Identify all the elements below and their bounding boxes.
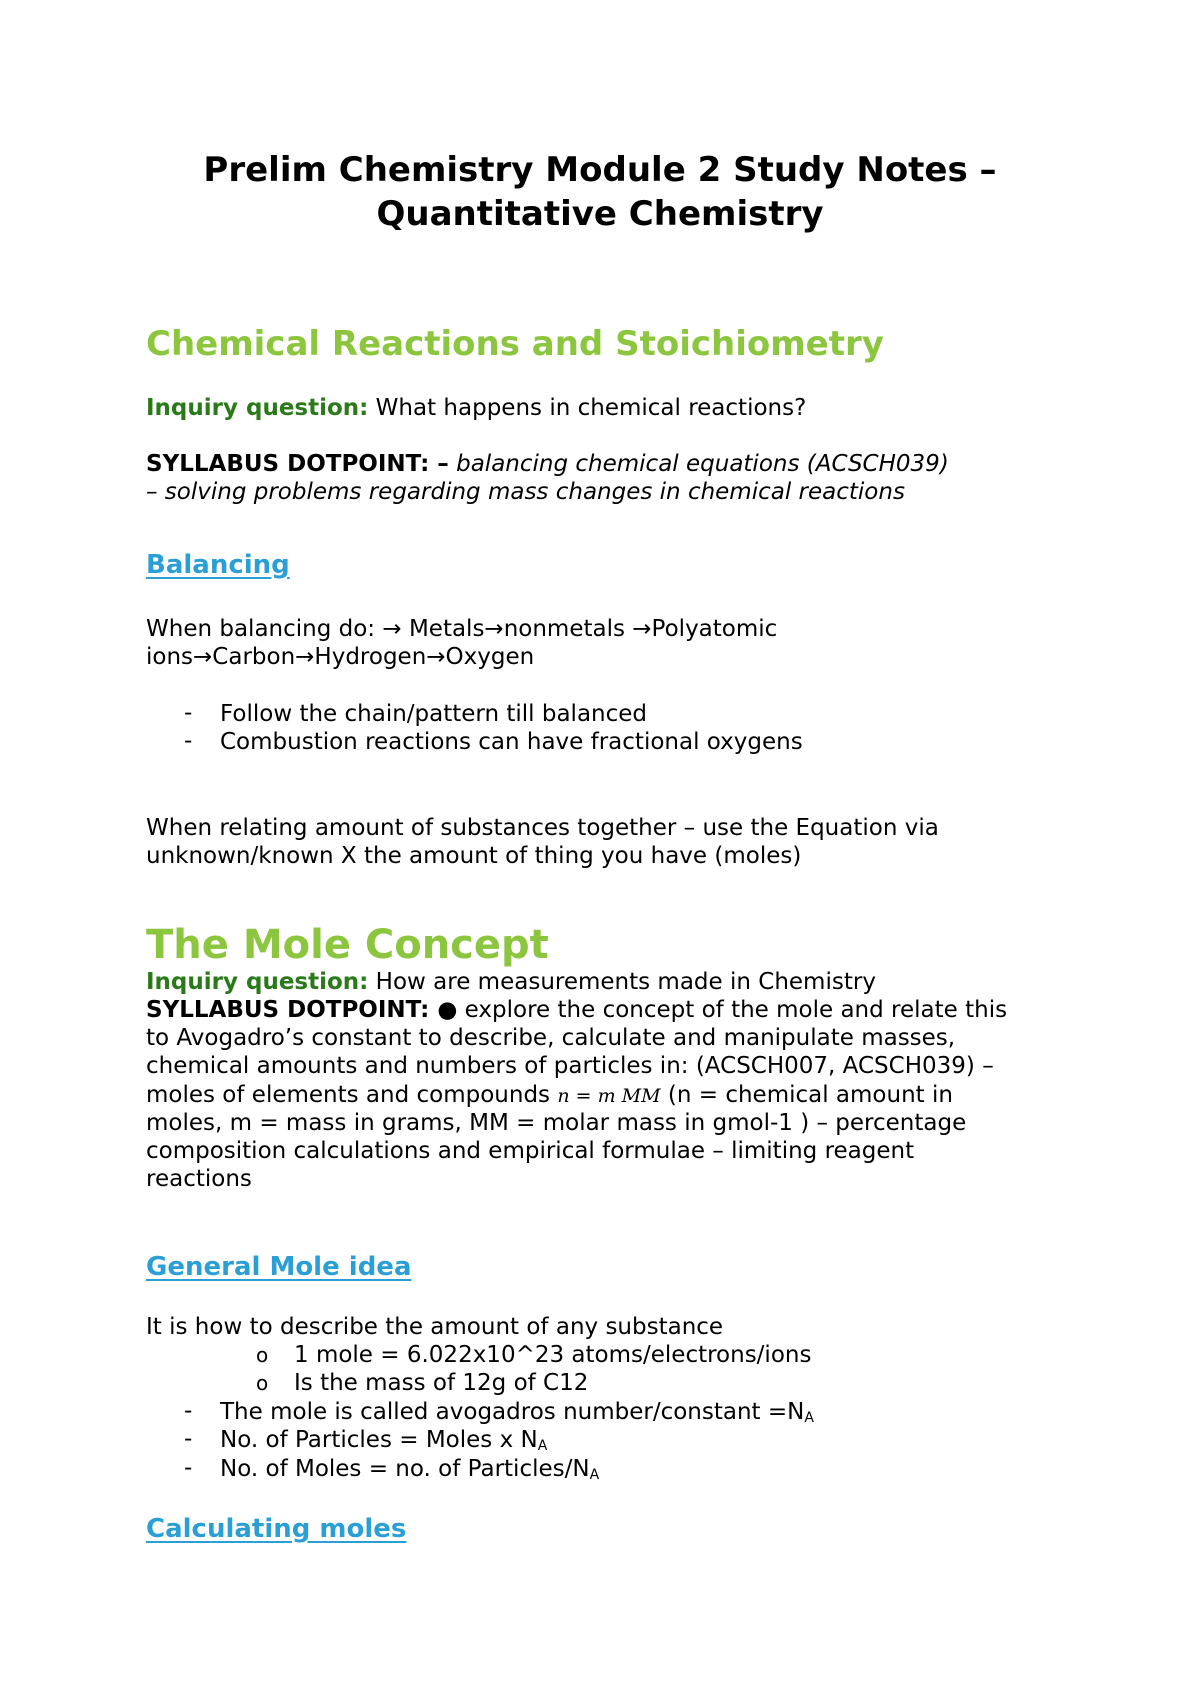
subscript: A <box>537 1438 548 1454</box>
list-item <box>220 1455 599 1489</box>
bullet-dash: - <box>184 1455 193 1481</box>
list-item-text: The mole is called avogadros number/constant =N <box>220 1399 805 1425</box>
list-item: Is the mass of 12g of C12 <box>294 1370 589 1396</box>
syllabus-dotpoint <box>146 450 949 478</box>
syllabus-text-line-4 <box>146 1081 953 1110</box>
syllabus-text-line-3: chemical amounts and numbers of particles in: (ACSCH007, ACSCH039) – <box>146 1053 994 1079</box>
syllabus-text-line-6: composition calculations and empirical formulae – limiting reagent <box>146 1138 915 1164</box>
balancing-order-line-1: When balancing do: → Metals→nonmetals →Polyatomic <box>146 616 778 642</box>
syllabus-text: explore the concept of the mole and relate this <box>457 997 1008 1023</box>
bullet-circle: o <box>256 1371 269 1395</box>
subheading-general-mole-idea: General Mole idea <box>146 1252 412 1282</box>
section-heading-mole-concept: The Mole Concept <box>146 922 549 968</box>
syllabus-dotpoint <box>146 996 1007 1024</box>
list-item-text: No. of Particles = Moles x N <box>220 1427 538 1453</box>
section-heading-chemical-reactions: Chemical Reactions and Stoichiometry <box>146 324 884 364</box>
inquiry-text: How are measurements made in Chemistry <box>368 969 876 995</box>
bullet-dash: - <box>184 728 193 754</box>
mole-formula: n = m MM <box>557 1085 661 1107</box>
page-title-line-2: Quantitative Chemistry <box>376 194 824 234</box>
syllabus-text-line-2: to Avogadro’s constant to describe, calculate and manipulate masses, <box>146 1025 956 1051</box>
page-title-line-1: Prelim Chemistry Module 2 Study Notes – <box>203 150 997 190</box>
subheading-balancing: Balancing <box>146 550 290 580</box>
general-intro: It is how to describe the amount of any substance <box>146 1314 724 1340</box>
syllabus-text-line-5: moles, m = mass in grams, MM = molar mass in gmol-1 ) – percentage <box>146 1110 967 1136</box>
bullet-dash: - <box>184 700 193 726</box>
balancing-order-line-2: ions→Carbon→Hydrogen→Oxygen <box>146 644 535 670</box>
inquiry-question <box>146 394 806 422</box>
syllabus-text-line-7: reactions <box>146 1166 252 1192</box>
relating-text-line-1: When relating amount of substances together – use the Equation via <box>146 815 939 841</box>
syllabus-label: SYLLABUS DOTPOINT: – <box>146 451 449 477</box>
syllabus-label: SYLLABUS DOTPOINT: ● <box>146 997 458 1023</box>
syllabus-text-line-2: – solving problems regarding mass changes in chemical reactions <box>146 479 905 505</box>
inquiry-question <box>146 968 876 996</box>
list-item: Follow the chain/pattern till balanced <box>220 701 648 727</box>
syllabus-text: balancing chemical equations (ACSCH039) <box>448 451 949 477</box>
subscript: A <box>804 1410 814 1426</box>
list-item: Combustion reactions can have fractional oxygens <box>220 729 803 755</box>
bullet-dash: - <box>184 1426 193 1452</box>
inquiry-text: What happens in chemical reactions? <box>368 395 807 421</box>
subheading-calculating-moles: Calculating moles <box>146 1514 407 1544</box>
bullet-circle: o <box>256 1343 269 1367</box>
relating-text-line-2: unknown/known X the amount of thing you have (moles) <box>146 843 802 869</box>
syllabus-text: (n = chemical amount in <box>660 1082 953 1108</box>
bullet-dash: - <box>184 1398 193 1424</box>
list-item-text: No. of Moles = no. of Particles/N <box>220 1456 590 1482</box>
inquiry-label: Inquiry question: <box>146 969 369 995</box>
subscript: A <box>589 1467 600 1483</box>
syllabus-text: moles of elements and compounds <box>146 1082 558 1108</box>
list-item: 1 mole = 6.022x10^23 atoms/electrons/ions <box>294 1342 812 1368</box>
inquiry-label: Inquiry question: <box>146 395 369 421</box>
